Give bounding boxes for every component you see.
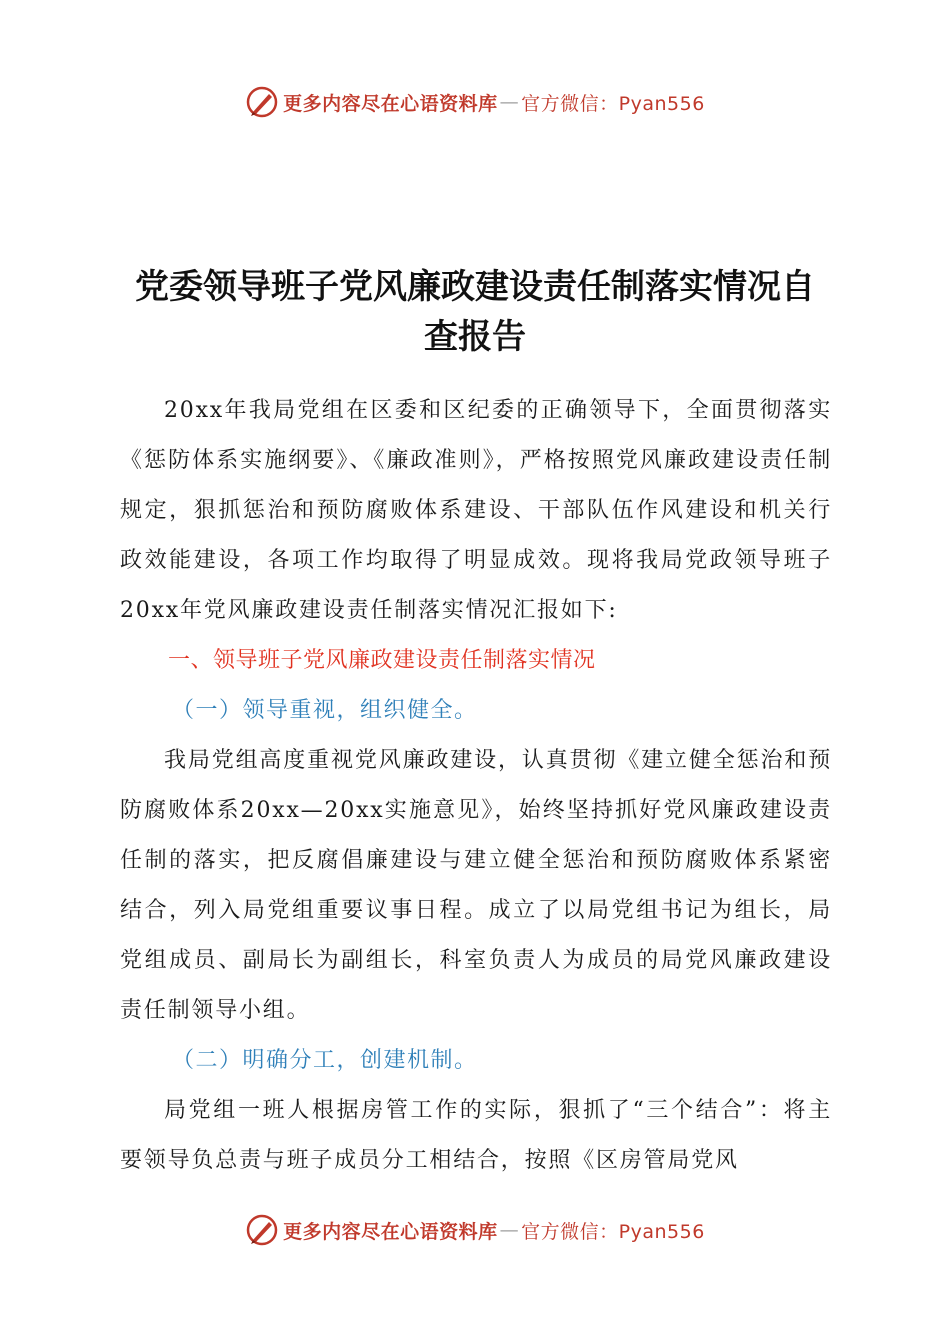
section-heading-1: 一、领导班子党风廉政建设责任制落实情况 (168, 648, 596, 673)
document-body (120, 386, 832, 1186)
pen-logo-icon (245, 85, 279, 119)
watermark-banner-bottom (0, 1212, 950, 1248)
watermark-banner-top (0, 84, 950, 120)
intro-paragraph: 20xx年我局党组在区委和区纪委的正确领导下，全面贯彻落实《惩防体系实施纲要》、《廉政准则》，严格按照党风廉政建设责任制规定，狠抓惩治和预防腐败体系建设、干部队伍作风建设和机关行政效能建设，各项工作均取得了明显成效。现将我局党政领导班子20xx年党风廉政建设责任制落实情况汇报如下: (120, 398, 832, 623)
document-title (100, 262, 850, 362)
pen-logo-icon (245, 1213, 279, 1247)
watermark-wechat: 官方微信：Pyan556 (521, 92, 705, 115)
paragraph-2: 局党组一班人根据房管工作的实际，狠抓了“三个结合”：将主要领导负总责与班子成员分工相结合，按照《区房管局党风 (120, 1098, 832, 1173)
watermark-wechat: 官方微信：Pyan556 (521, 1220, 705, 1243)
watermark-brand: 更多内容尽在心语资料库 (283, 92, 498, 115)
title-line-1: 党委领导班子党风廉政建设责任制落实情况自 (135, 267, 815, 307)
subsection-heading-2: （二）明确分工，创建机制。 (172, 1048, 478, 1073)
subsection-heading-1: （一）领导重视，组织健全。 (172, 698, 478, 723)
paragraph-1: 我局党组高度重视党风廉政建设，认真贯彻《建立健全惩治和预防腐败体系20xx—20xx实施意见》，始终坚持抓好党风廉政建设责任制的落实，把反腐倡廉建设与建立健全惩治和预防腐败体系紧密结合，列入局党组重要议事日程。成立了以局党组书记为组长，局党组成员、副局长为副组长，科室负责人为成员的局党风廉政建设责任制领导小组。 (120, 748, 832, 1023)
watermark-separator: — (499, 1219, 520, 1241)
watermark-separator: — (499, 91, 520, 113)
watermark-brand: 更多内容尽在心语资料库 (283, 1220, 498, 1243)
title-line-2: 查报告 (424, 317, 526, 357)
